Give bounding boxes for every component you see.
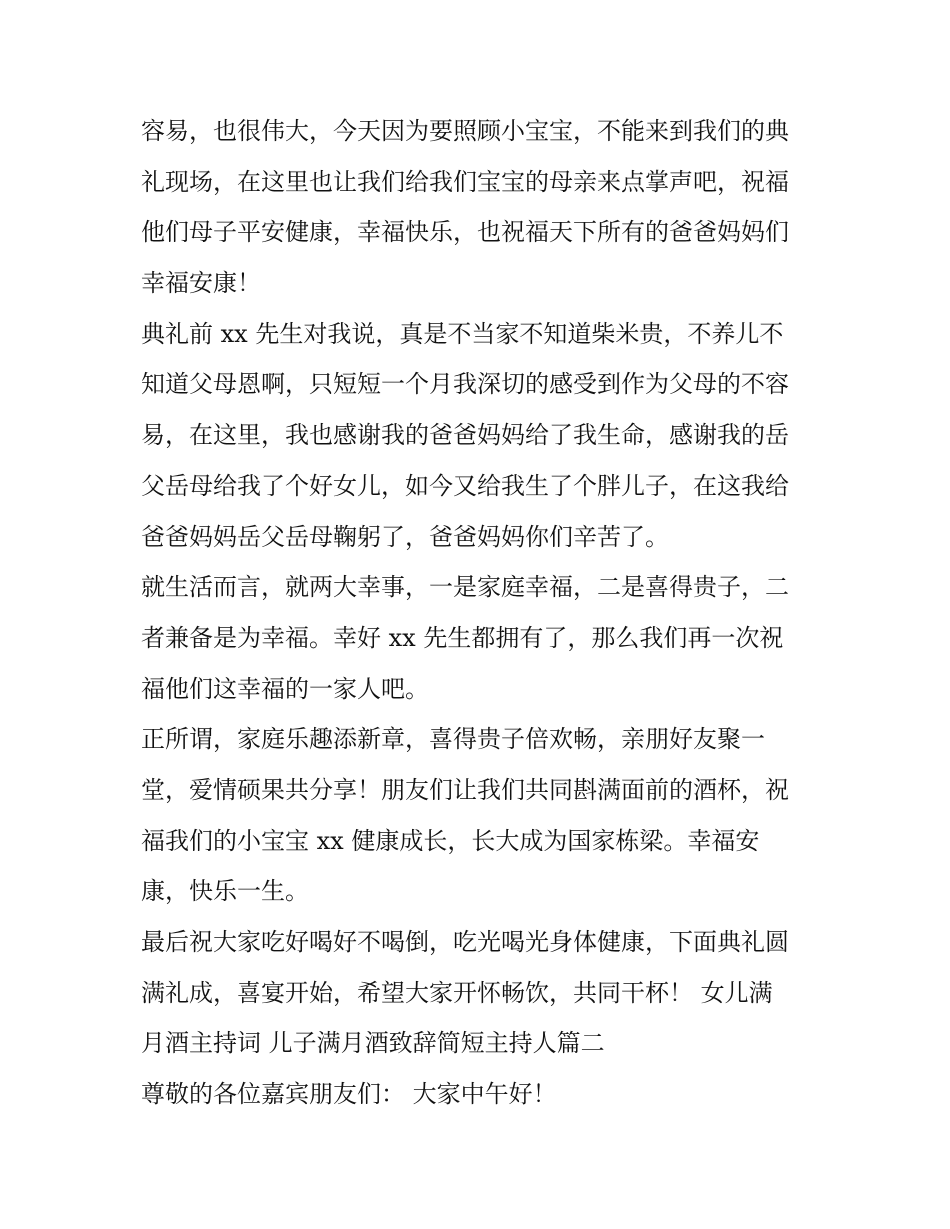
text-line: 幸福安康！ [141,269,261,298]
text-line: 礼现场，在这里也让我们给我们宝宝的母亲来点掌声吧，祝福 [141,167,789,196]
text-line: 正所谓，家庭乐趣添新章，喜得贵子倍欢畅，亲朋好友聚一 [141,725,765,754]
text-line: 尊敬的各位嘉宾朋友们： 大家中午好！ [141,1080,557,1109]
text-line: 月酒主持词 儿子满月酒致辞简短主持人篇二 [141,1029,605,1058]
text-line: 他们母子平安健康，幸福快乐，也祝福天下所有的爸爸妈妈们 [141,218,789,247]
text-line: 者兼备是为幸福。幸好 xx 先生都拥有了，那么我们再一次祝 [141,623,784,652]
text-line: 福我们的小宝宝 xx 健康成长，长大成为国家栋梁。幸福安 [141,826,760,855]
document-body [141,106,813,1120]
text-line: 最后祝大家吃好喝好不喝倒，吃光喝光身体健康，下面典礼圆 [141,928,789,956]
text-line: 就生活而言，就两大幸事，一是家庭幸福，二是喜得贵子，二 [141,573,789,602]
text-line: 堂，爱情硕果共分享！朋友们让我们共同斟满面前的酒杯，祝 [141,775,789,804]
text-line: 满礼成，喜宴开始，希望大家开怀畅饮，共同干杯！ 女儿满 [141,978,773,1007]
text-line: 康，快乐一生。 [141,877,309,906]
text-line: 典礼前 xx 先生对我说，真是不当家不知道柴米贵，不养儿不 [141,319,784,348]
text-line: 知道父母恩啊，只短短一个月我深切的感受到作为父母的不容 [141,370,789,399]
text-line: 福他们这幸福的一家人吧。 [141,674,429,703]
text-line: 容易，也很伟大，今天因为要照顾小宝宝，不能来到我们的典 [141,117,789,145]
text-line: 爸爸妈妈岳父岳母鞠躬了，爸爸妈妈你们辛苦了。 [141,522,669,551]
text-line: 父岳母给我了个好女儿，如今又给我生了个胖儿子，在这我给 [141,471,789,500]
text-line: 易，在这里，我也感谢我的爸爸妈妈给了我生命，感谢我的岳 [141,421,789,450]
